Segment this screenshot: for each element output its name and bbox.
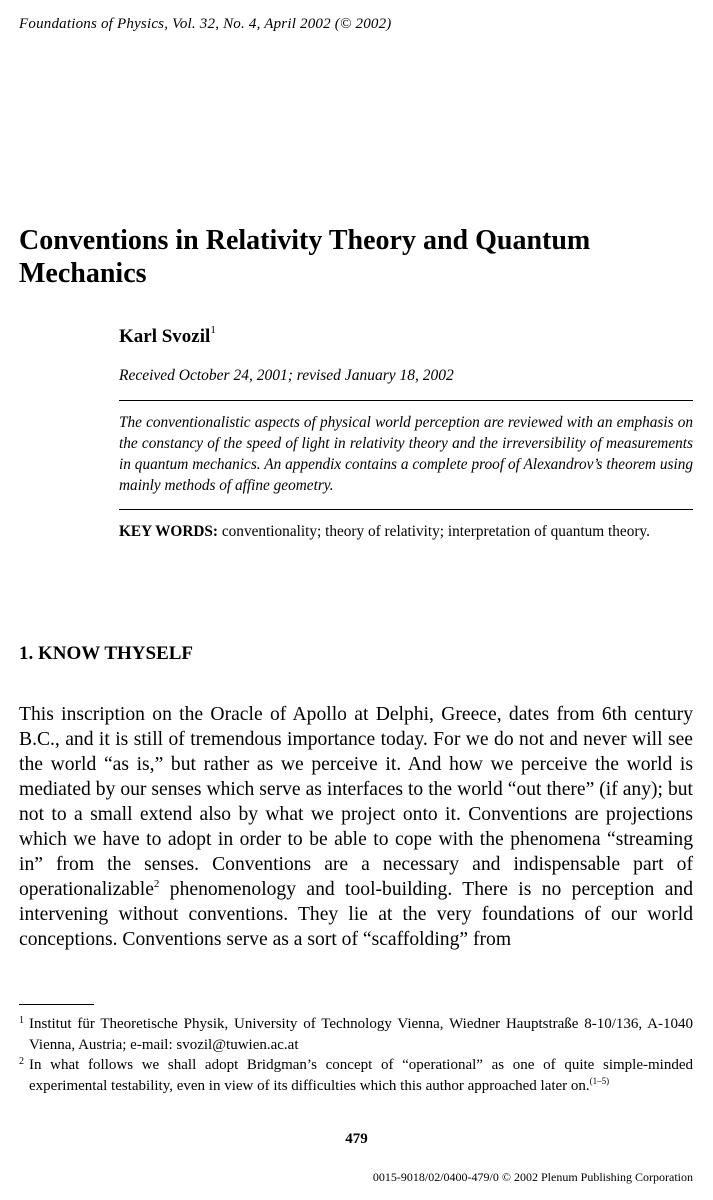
footnote-2-text: In what follows we shall adopt Bridgman’s concept of “operational” as one of quite simple-minded experimental testability, even in view of its difficulties which this author approached later on. bbox=[29, 1057, 693, 1094]
footnote-1-number: 1 bbox=[19, 1015, 24, 1026]
footnote-separator bbox=[19, 1004, 94, 1005]
footnote-1-text: Institut für Theoretische Physik, University of Technology Vienna, Wiedner Hauptstraße 8-10/136, A-1040 Vienna, Austria; e-mail: svozil@tuwien.ac.at bbox=[29, 1016, 693, 1053]
abstract-top-rule bbox=[119, 400, 693, 401]
author-name: Karl Svozil bbox=[119, 326, 211, 347]
footnote-2 bbox=[19, 1055, 693, 1097]
body-text-part2: phenomenology and tool-building. There is no perception and intervening without conventions. They lie at the very foundations of our world conceptions. Conventions serve as a sort of “scaffolding” from bbox=[19, 879, 693, 950]
footnote-2-body bbox=[19, 1055, 693, 1097]
author-footnote-mark: 1 bbox=[210, 324, 216, 336]
keywords-text: conventionality; theory of relativity; interpretation of quantum theory. bbox=[221, 523, 650, 540]
journal-header: Foundations of Physics, Vol. 32, No. 4, April 2002 (© 2002) bbox=[19, 16, 392, 32]
keywords bbox=[119, 521, 693, 542]
footnote-2-citation: (1–5) bbox=[589, 1076, 610, 1086]
footnote-1 bbox=[19, 1014, 693, 1056]
footnote-2-number: 2 bbox=[19, 1056, 24, 1067]
received-dates: Received October 24, 2001; revised January 18, 2002 bbox=[119, 367, 454, 384]
body-paragraph bbox=[19, 702, 693, 952]
footnote-ref-2: 2 bbox=[153, 878, 160, 890]
author bbox=[119, 324, 216, 348]
abstract: The conventionalistic aspects of physical world perception are reviewed with an emphasis on the constancy of the speed of light in relativity theory and the irreversibility of measurements in quantum mechanics. An appendix contains a complete proof of Alexandrov’s theorem using mainly methods of affine geometry. bbox=[119, 414, 693, 494]
abstract-bottom-rule bbox=[119, 509, 693, 510]
section-heading: 1. KNOW THYSELF bbox=[19, 643, 194, 664]
body-text-part1: This inscription on the Oracle of Apollo at Delphi, Greece, dates from 6th century B.C., and it is still of tremendous importance today. For we do not and never will see the world “as is,” but rather as we perceive it. And how we perceive the world is mediated by our senses which serve as interfaces to the world “out there” (if any); but not to a small extend also by what we project onto it. Conventions are projections which we have to adopt in order to be able to cope with the phenomena “streaming in” from the senses. Conventions are a necessary and indispensable part of operationalizable bbox=[19, 704, 693, 900]
paper-title: Conventions in Relativity Theory and Quantum Mechanics bbox=[19, 225, 591, 289]
body-text bbox=[19, 702, 693, 952]
copyright-line: 0015-9018/02/0400-479/0 © 2002 Plenum Publishing Corporation bbox=[372, 1170, 693, 1184]
page-number: 479 bbox=[345, 1131, 368, 1147]
keywords-label: KEY WORDS: bbox=[119, 523, 219, 540]
